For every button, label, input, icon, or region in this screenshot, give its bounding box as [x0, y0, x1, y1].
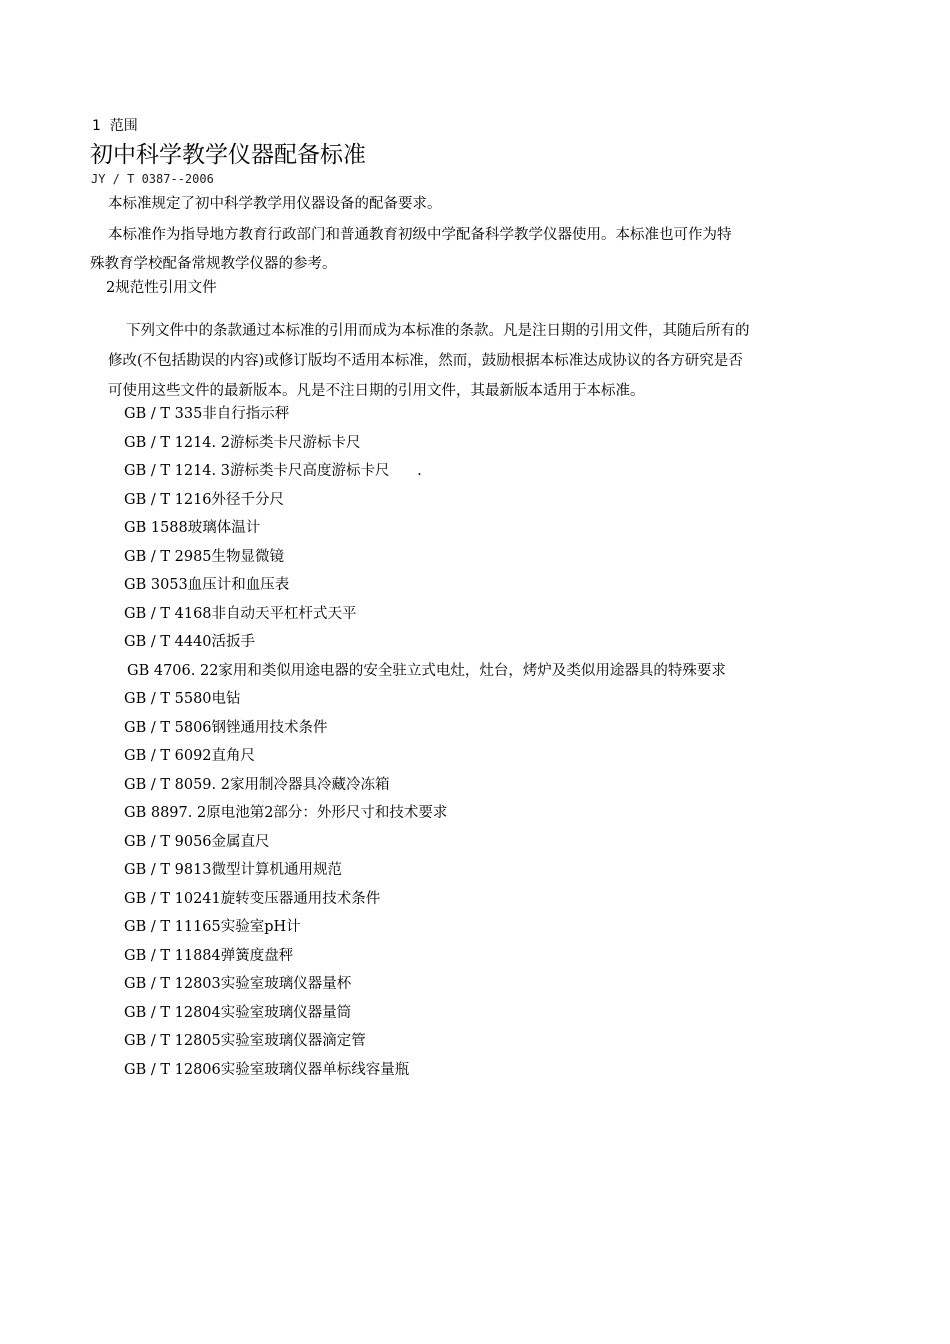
reference-item: GB / T 5806钢锉通用技术条件	[124, 719, 328, 736]
reference-item: GB / T 11165实验室pH计	[124, 919, 301, 935]
reference-item: GB / T 4440活扳手	[124, 634, 256, 650]
references-intro-line-3: 可使用这些文件的最新版本。凡是不注日期的引用文件，其最新版本适用于本标准。	[108, 383, 645, 399]
reference-item: GB 1588玻璃体温计	[124, 520, 261, 536]
reference-item: GB / T 10241旋转变压器通用技术条件	[124, 890, 381, 907]
reference-item: GB / T 12804实验室玻璃仪器量筒	[124, 1004, 352, 1021]
references-intro-line-2: 修改(不包括勘误的内容)或修订版均不适用本标准，然而，鼓励根据本标准达成协议的各方研究是否	[108, 353, 743, 369]
reference-item: GB / T 9056金属直尺	[124, 833, 270, 850]
references-intro	[108, 316, 750, 406]
reference-item: GB / T 1216外径千分尺	[124, 491, 285, 508]
references-intro-line-1: 下列文件中的条款通过本标准的引用而成为本标准的条款。凡是注日期的引用文件，其随后所有的	[126, 323, 750, 339]
scope-paragraph-2-line-2: 殊教育学校配备常规教学仪器的参考。	[90, 256, 337, 272]
document-title: 初中科学教学仪器配备标准	[90, 142, 366, 168]
reference-item: GB / T 12803实验室玻璃仪器量杯	[124, 976, 352, 992]
reference-item: GB / T 1214. 2游标类卡尺游标卡尺	[124, 434, 361, 451]
reference-item: GB / T 2985生物显微镜	[124, 548, 285, 565]
scope-paragraph-2	[90, 221, 732, 279]
reference-item: GB / T 8059. 2家用制冷器具冷藏冷冻箱	[124, 776, 390, 793]
reference-item: GB / T 12805实验室玻璃仪器滴定管	[124, 1033, 366, 1049]
reference-item: GB / T 11884弹簧度盘秤	[124, 947, 294, 964]
reference-item: GB 4706. 22家用和类似用途电器的安全驻立式电灶，灶台，烤炉及类似用途器具的特殊要求	[127, 662, 726, 679]
reference-item: GB / T 12806实验室玻璃仪器单标线容量瓶	[124, 1061, 410, 1078]
reference-item: GB 8897. 2原电池第2部分：外形尺寸和技术要求	[124, 805, 448, 821]
section-heading-references: 2规范性引用文件	[106, 280, 217, 296]
reference-item: GB / T 6092直角尺	[124, 748, 256, 764]
reference-item: GB / T 4168非自动天平杠杆式天平	[124, 605, 357, 622]
reference-item: GB / T 335非自行指示秤	[124, 406, 290, 422]
reference-list	[124, 404, 726, 1088]
reference-item: GB 3053血压计和血压表	[124, 577, 290, 593]
reference-item: GB / T 1214. 3游标类卡尺高度游标卡尺 .	[124, 463, 422, 479]
standard-code: JY / T 0387--2006	[91, 172, 214, 186]
reference-item: GB / T 5580电钻	[124, 691, 241, 707]
scope-paragraph-2-line-1: 本标准作为指导地方教育行政部门和普通教育初级中学配备科学教学仪器使用。本标准也可作为特	[108, 227, 732, 243]
reference-item: GB / T 9813微型计算机通用规范	[124, 862, 343, 878]
section-heading-scope: 1 范围	[92, 118, 138, 134]
scope-paragraph-1: 本标准规定了初中科学教学用仪器设备的配备要求。	[108, 196, 442, 212]
